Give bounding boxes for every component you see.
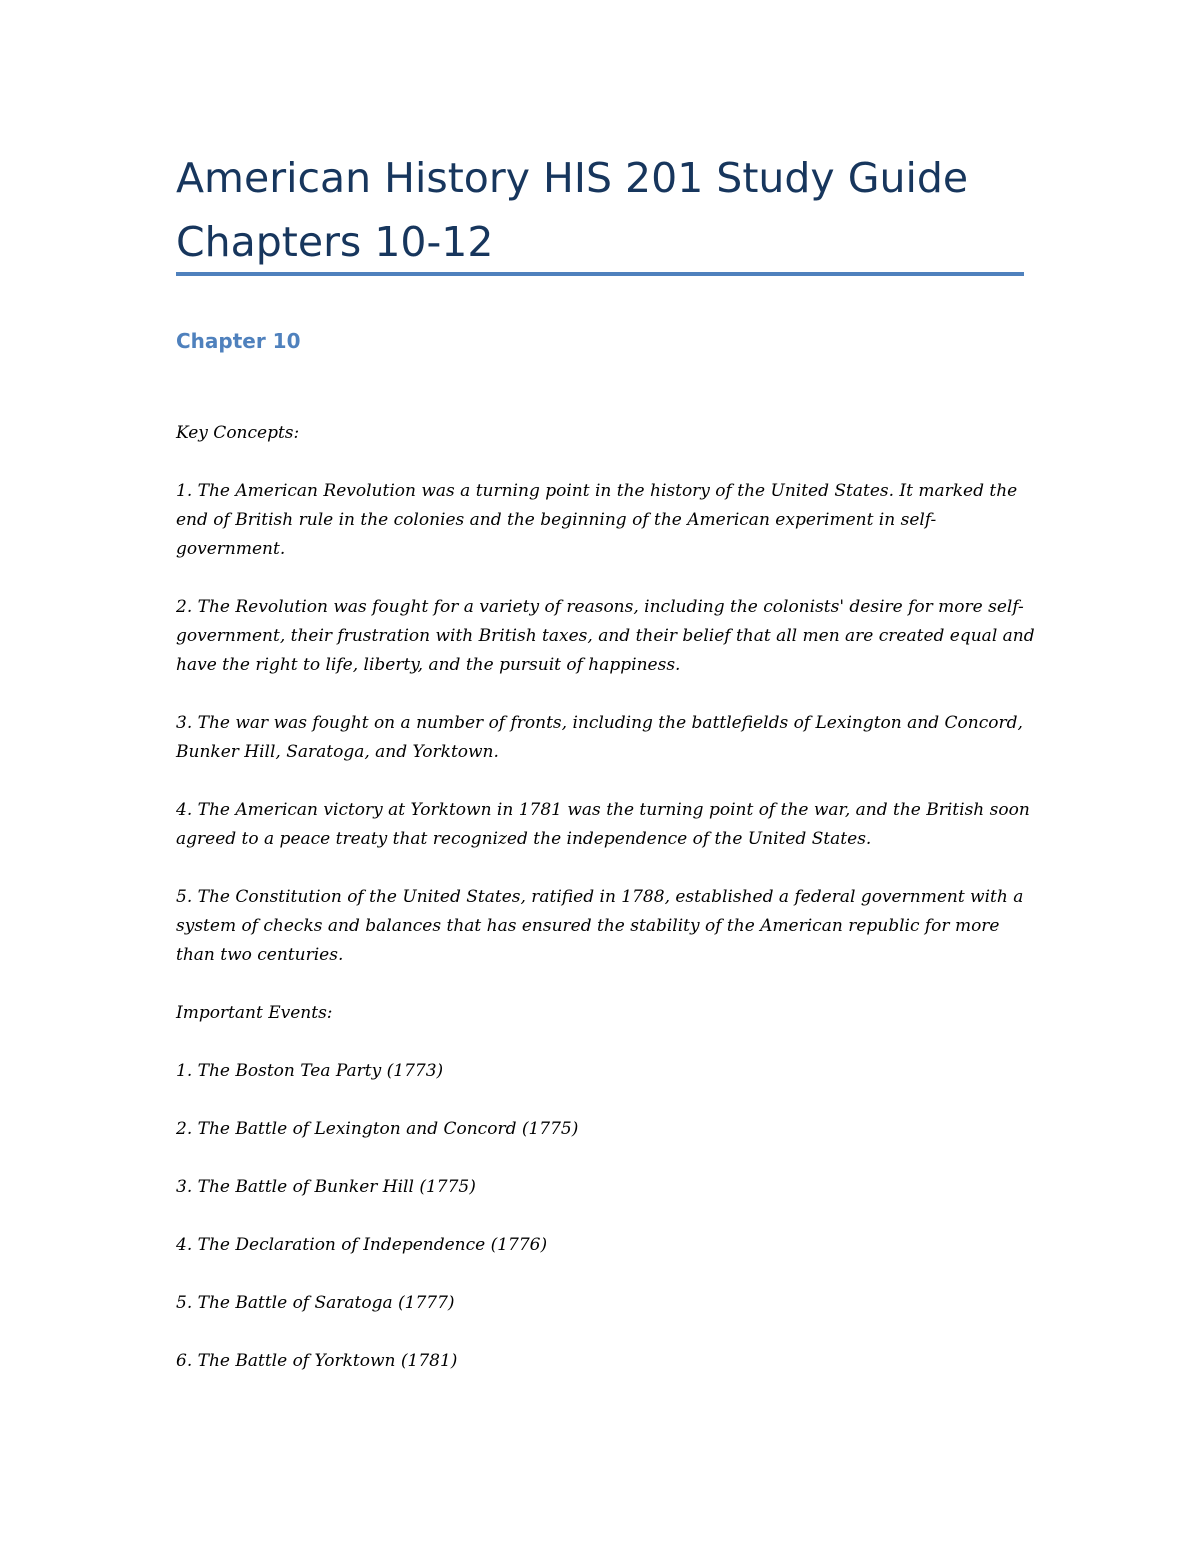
key-concept-item: 2. The Revolution was fought for a variety of reasons, including the colonists' desire for more self-government, their frustration with British taxes, and their belief that all men are created equal and have the right to life, liberty, and the pursuit of happiness.	[176, 597, 1035, 675]
title-underline-rule	[176, 272, 1024, 276]
important-event-item: 5. The Battle of Saratoga (1777)	[176, 1293, 455, 1313]
key-concepts-label: Key Concepts:	[176, 423, 300, 443]
key-concept-item: 3. The war was fought on a number of fronts, including the battlefields of Lexington and Concord, Bunker Hill, Saratoga, and Yorktown.	[176, 713, 1023, 762]
important-event-item: 1. The Boston Tea Party (1773)	[176, 1061, 444, 1081]
important-events-label: Important Events:	[176, 1003, 333, 1023]
document-title	[176, 146, 1036, 274]
important-event-item: 3. The Battle of Bunker Hill (1775)	[176, 1177, 476, 1197]
title-line-1: American History HIS 201 Study Guide	[176, 154, 969, 202]
key-concept-item: 5. The Constitution of the United States, ratified in 1788, established a federal government with a system of checks and balances that has ensured the stability of the American republic for more than two centuries.	[176, 887, 1024, 965]
important-event-item: 4. The Declaration of Independence (1776)	[176, 1235, 548, 1255]
chapter-heading: Chapter 10	[176, 329, 301, 353]
key-concept-item: 1. The American Revolution was a turning point in the history of the United States. It marked the end of British rule in the colonies and the beginning of the American experiment in self-government.	[176, 481, 1018, 559]
title-line-2: Chapters 10-12	[176, 218, 494, 266]
important-event-item: 6. The Battle of Yorktown (1781)	[176, 1351, 458, 1371]
key-concept-item: 4. The American victory at Yorktown in 1781 was the turning point of the war, and the British soon agreed to a peace treaty that recognized the independence of the United States.	[176, 800, 1030, 849]
important-event-item: 2. The Battle of Lexington and Concord (1775)	[176, 1119, 579, 1139]
